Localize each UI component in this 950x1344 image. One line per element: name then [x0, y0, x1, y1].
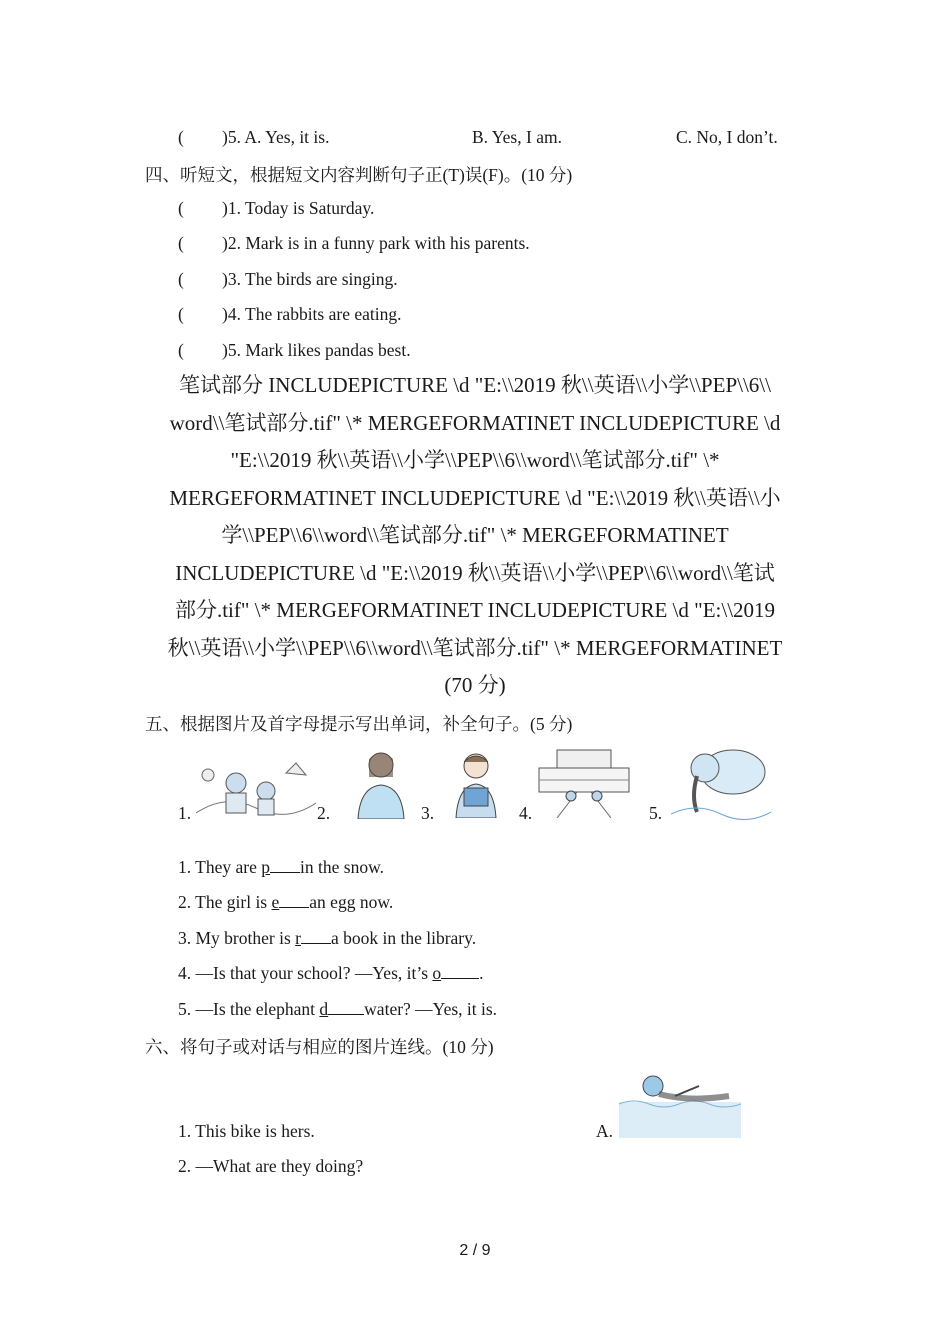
fill-sentence: 3. My brother is r a book in the library. — [178, 928, 477, 948]
fill-sentence: 1. They are p in the snow. — [178, 857, 384, 877]
blank: p — [261, 857, 271, 877]
blank: e — [271, 892, 280, 912]
option-b: B. Yes, I am. — [472, 127, 562, 147]
pic-label: 3. — [421, 803, 435, 823]
page-number: 2 / 9 — [459, 1242, 491, 1259]
school-picture — [537, 746, 631, 818]
pic-label: 2. — [317, 803, 331, 823]
written-part-heading: 笔试部分 INCLUDEPICTURE \d "E:\\2019 秋\\英语\\小学\\PEP\\6\\ word\\笔试部分.tif" \* MERGEFORMATINET INCLUDEPICTURE \d "E:\\2019 秋\\英语\\小学\\PEP\\6\\word\\笔试部分.tif" \* MERGEFORMATINET INCLUDEPICTURE \d "E:\\2019 秋\\英语\\小 学\\PEP\\6\\word\\笔试部分.tif" \* MERGEFORMATINET INCLUDEPICTURE \d "E:\\2019 秋\\英语\\小学\\PEP\\6\\word\\笔试 部分.tif" \* MERGEFORMATINET INCLUDEPICTURE \d "E:\\2019 秋\\英语\\小学\\PEP\\6\\word\\笔试部分.tif" \* MERGEFORMATINET (70 分) — [167, 373, 783, 697]
option-a-label: A. — [596, 1121, 614, 1141]
blank: o — [432, 963, 442, 983]
girl-eating-picture — [352, 747, 410, 819]
section-4-title: 四、听短文，根据短文内容判断句子正(T)误(F)。(10 分) — [145, 165, 573, 185]
pic-label: 1. — [178, 803, 192, 823]
swimming-picture — [619, 1072, 741, 1138]
answer-paren: ( — [178, 127, 184, 147]
fill-sentence: 4. —Is that your school? —Yes, it’s o . — [178, 963, 484, 983]
option-c: C. No, I don’t. — [676, 127, 778, 147]
tf-item: ( )5. Mark likes pandas best. — [178, 340, 411, 360]
match-item: 1. This bike is hers. — [178, 1121, 315, 1141]
fill-sentence: 2. The girl is e an egg now. — [178, 892, 394, 912]
fill-sentence: 5. —Is the elephant d water? —Yes, it is. — [178, 999, 498, 1019]
tf-item: ( )3. The birds are singing. — [178, 269, 398, 289]
tf-item: ( )4. The rabbits are eating. — [178, 304, 402, 324]
tf-item: ( )2. Mark is in a funny park with his parents. — [178, 233, 530, 253]
question-3-5: ( )5. A. Yes, it is. — [178, 127, 330, 147]
boy-reading-picture — [452, 748, 500, 818]
section-6-title: 六、将句子或对话与相应的图片连线。(10 分) — [145, 1037, 494, 1057]
playing-snow-picture — [196, 753, 316, 819]
pic-label: 4. — [519, 803, 533, 823]
blank: r — [295, 928, 301, 948]
match-item: 2. —What are they doing? — [178, 1156, 364, 1176]
elephant-drinking-picture — [671, 742, 771, 820]
tf-item: ( )1. Today is Saturday. — [178, 198, 375, 218]
blank: d — [319, 999, 329, 1019]
pic-label: 5. — [649, 803, 663, 823]
section-5-title: 五、根据图片及首字母提示写出单词，补全句子。(5 分) — [145, 714, 573, 734]
